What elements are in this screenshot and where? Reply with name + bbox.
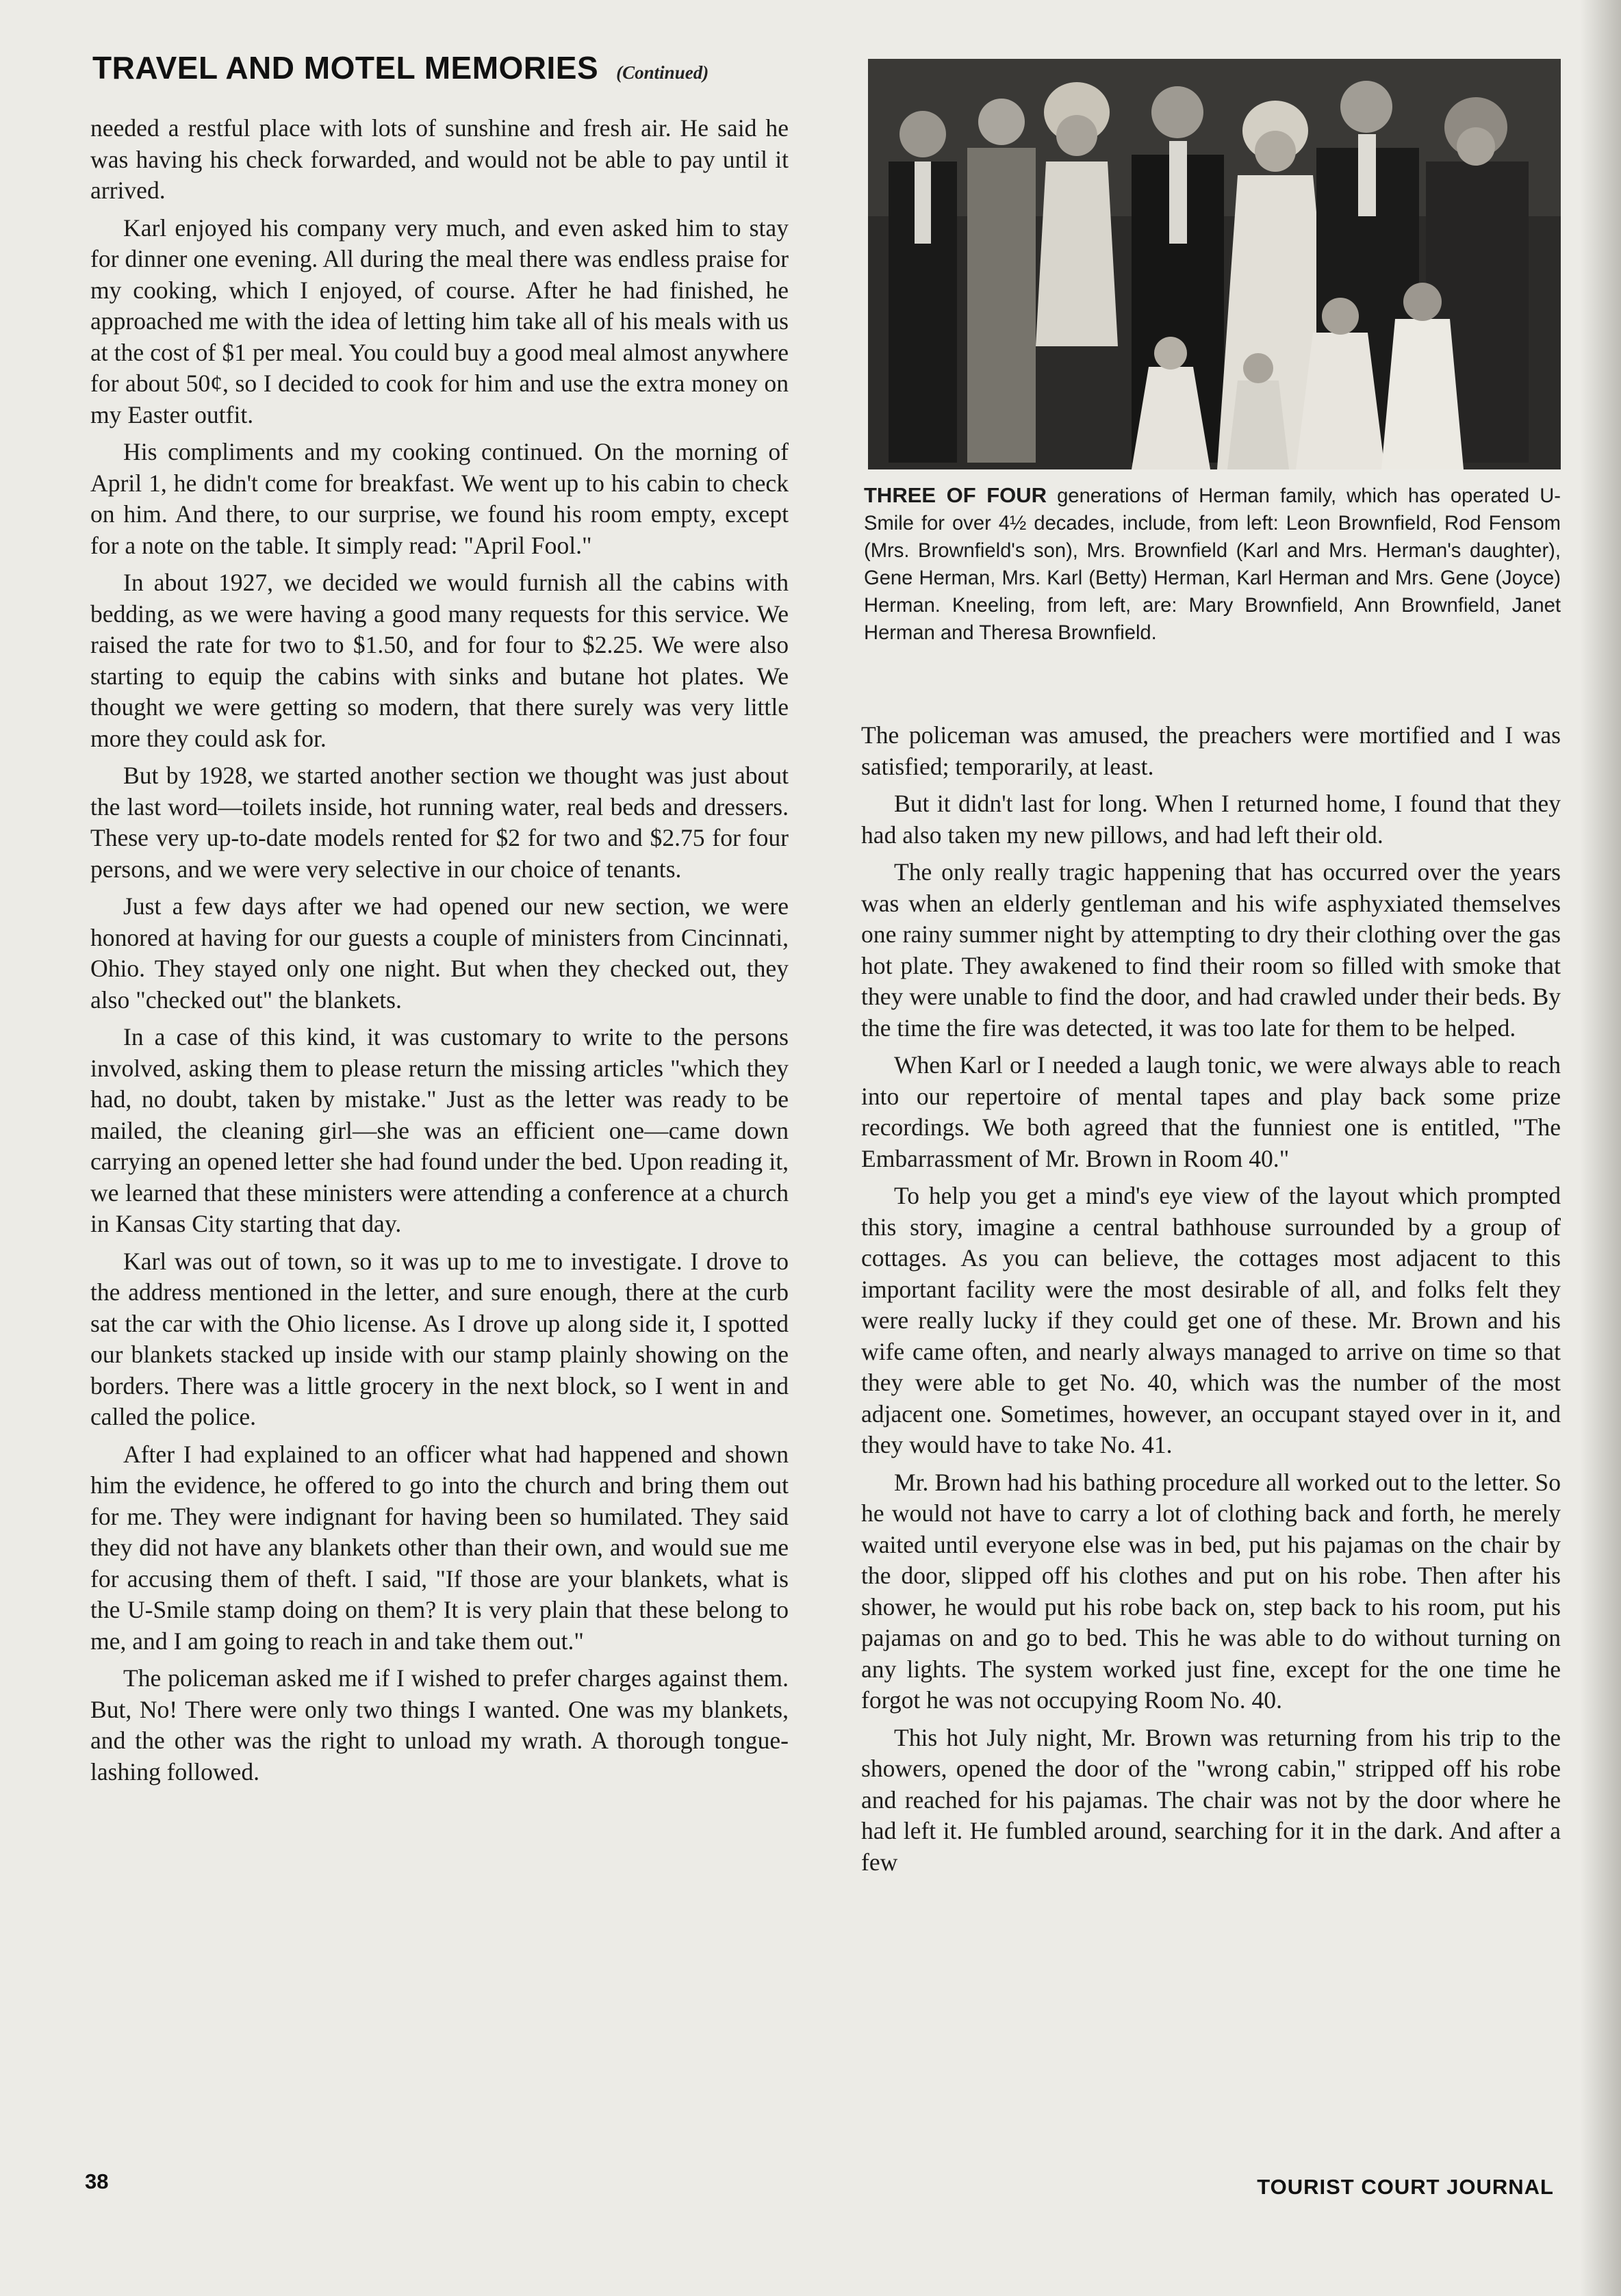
- right-text-column: [861, 720, 1561, 1878]
- paragraph: The policeman was amused, the preachers were mortified and I was satisfied; temporarily, at least.: [861, 721, 1561, 780]
- paragraph: His compliments and my cooking continued. On the morning of April 1, he didn't come for breakfast. We went up to his cabin to check on him. And there, to our surprise, we found his room empty, except for a note on the table. It simply read: "April Fool.": [90, 438, 789, 559]
- photo-caption: [864, 482, 1561, 647]
- paragraph: The only really tragic happening that has occurred over the years was when an elderly gentleman and his wife asphyxiated themselves one rainy summer night by attempting to dry their clothing over the gas hot plate. They awakened to find their room so filled with smoke that they were unable to find the door, and had crawled under their beds. By the time the fire was detected, it was too late for them to be helped.: [861, 858, 1561, 1042]
- photo-illustration: [868, 59, 1561, 469]
- paragraph: But by 1928, we started another section we thought was just about the last word—toilets inside, hot running water, real beds and dressers. These very up-to-date models rented for $2 for two and $2.75 for four persons, and we were very selective in our choice of tenants.: [90, 762, 789, 883]
- article-title: TRAVEL AND MOTEL MEMORIES: [92, 50, 599, 86]
- paragraph: But it didn't last for long. When I returned home, I found that they had also taken my new pillows, and had left their old.: [861, 790, 1561, 849]
- paragraph: Karl enjoyed his company very much, and even asked him to stay for dinner one evening. All during the meal there was endless praise for my cooking, which I enjoyed, of course. After he had finished, he approached me with the idea of letting him take all of his meals with us at the cost of $1 per meal. You could buy a good meal almost anywhere for about 50¢, so I decided to cook for him and use the extra money on my Easter outfit.: [90, 214, 789, 428]
- paragraph: In a case of this kind, it was customary to write to the persons involved, asking them to please return the missing articles "which they had, no doubt, taken by mistake." Just as the letter was ready to be mailed, the cleaning girl—she was an efficient one—came down carrying an opened letter she had found under the bed. Upon reading it, we learned that these ministers were attending a conference at a church in Kansas City starting that day.: [90, 1023, 789, 1237]
- paragraph: Just a few days after we had opened our new section, we were honored at having for our guests a couple of ministers from Cincinnati, Ohio. They stayed only one night. But when they checked out, they also "checked out" the blankets.: [90, 892, 789, 1014]
- paragraph: After I had explained to an officer what had happened and shown him the evidence, he offered to go into the church and bring them out for me. They were indignant for having been so humilated. They said they did not have any blankets other than their own, and would sue me for accusing them of theft. I said, "If those are your blankets, what is the U-Smile stamp doing on them? It is very plain that these belong to me, and I am going to reach in and take them out.": [90, 1440, 789, 1655]
- paragraph: This hot July night, Mr. Brown was returning from his trip to the showers, opened the door of the "wrong cabin," stripped off his robe and reached for his pajamas. The chair was not by the door where he had left it. He fumbled around, searching for it in the dark. And after a few: [861, 1723, 1561, 1876]
- paragraph: To help you get a mind's eye view of the layout which prompted this story, imagine a central bathhouse surrounded by a group of cottages. As you can believe, the cottages most adjacent to this important facility were the most desirable of all, and folks felt they were really lucky if they could get one of these. Mr. Brown and his wife came often, and nearly always managed to arrive on time so that they were able to get No. 40, which was the number of the most adjacent one. Sometimes, however, an occupant stayed over in it, and they would have to take No. 41.: [861, 1182, 1561, 1458]
- publication-name: TOURIST COURT JOURNAL: [1257, 2175, 1554, 2199]
- article-header: [92, 49, 811, 93]
- page-number: 38: [85, 2169, 109, 2193]
- caption-text: generations of Herman family, which has operated U-Smile for over 4½ decades, include, from left: Leon Brownfield, Rod Fensom (Mrs. Brownfield's son), Mrs. Brownfield (Karl and Mrs. Herman's daughter), Gene Herman, Mrs. Karl (Betty) Herman, Karl Herman and Mrs. Gene (Joyce) Herman. Kneeling, from left, are: Mary Brownfield, Ann Brownfield, Janet Herman and Theresa Brownfield.: [864, 485, 1561, 644]
- page-edge-shadow: [1580, 0, 1621, 2296]
- paragraph: The policeman asked me if I wished to prefer charges against them. But, No! There were only two things I wanted. One was my blankets, and the other was the right to unload my wrath. A thorough tongue-lashing followed.: [90, 1664, 789, 1785]
- continued-label: (Continued): [616, 62, 709, 83]
- paragraph: Karl was out of town, so it was up to me to investigate. I drove to the address mentioned in the letter, and sure enough, there at the curb sat the car with the Ohio license. As I drove up along side it, I spotted our blankets stacked up inside with our stamp plainly showing on the borders. There was a little grocery in the next block, so I went in and called the police.: [90, 1247, 789, 1430]
- family-group-photo: [868, 59, 1561, 469]
- caption-lead: THREE OF FOUR: [864, 483, 1047, 507]
- paragraph: In about 1927, we decided we would furnish all the cabins with bedding, as we were having a good many requests for this service. We raised the rate for two to $1.50, and for four to $2.25. We were also starting to equip the cabins with sinks and butane hot plates. We thought we were getting so modern, that there surely was very little more they could ask for.: [90, 569, 789, 752]
- paragraph: Mr. Brown had his bathing procedure all worked out to the letter. So he would not have to carry a lot of clothing back and forth, he merely waited until everyone else was in bed, put his pajamas on the chair by the door, slipped off his clothes and put on his robe. Then after his shower, he would put his robe back on, step back to his room, put his pajamas on and go to bed. This he was able to do without turning on any lights. The system worked just fine, except for the one time he forgot he was not occupying Room No. 40.: [861, 1468, 1561, 1714]
- paragraph: When Karl or I needed a laugh tonic, we were always able to reach into our repertoire of mental tapes and play back some prize recordings. We both agreed that the funniest one is entitled, "The Embarrassment of Mr. Brown in Room 40.": [861, 1051, 1561, 1172]
- paragraph: needed a restful place with lots of sunshine and fresh air. He said he was having his check forwarded, and would not be able to pay until it arrived.: [90, 114, 789, 204]
- left-text-column: [90, 113, 789, 1788]
